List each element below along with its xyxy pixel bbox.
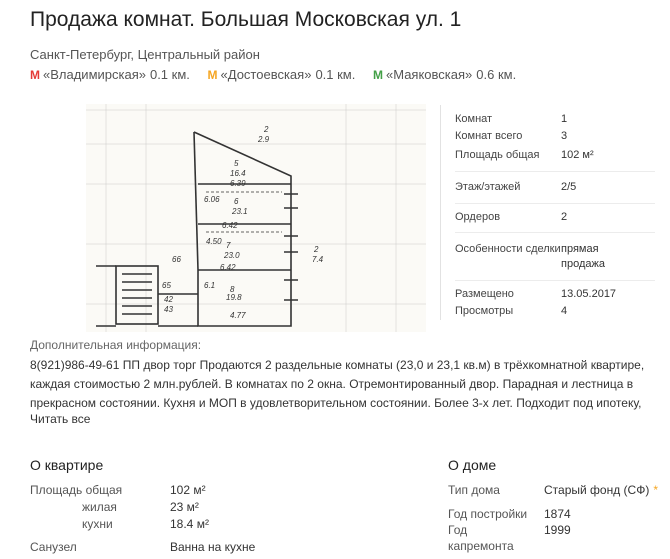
plan-label: 6.42 (220, 263, 236, 272)
location-text: Санкт-Петербург, Центральный район (30, 47, 260, 62)
plan-label: 66 (172, 255, 181, 264)
metro-name: «Маяковская» (385, 67, 473, 82)
plan-label: 6.06 (204, 195, 220, 204)
property-label: Комнат всего (455, 130, 523, 142)
plan-label: 23.0 (224, 251, 240, 260)
metro-item[interactable] (208, 67, 356, 82)
divider (455, 232, 655, 233)
metro-icon: М (372, 68, 383, 82)
description-text: 8(921)986-49-61 ПП двор торг Продаются 2 раздельные комнаты (23,0 и 23,1 кв.м) в трёхкомнатной квартире, каждая стоимостью 2 млн.рублей. В комнатах по 2 окна. Отремонтированный двор. Парадная и лестница в прекрасном состоянии. Кухня и МОП в удовлетворительном состоянии. Более 3-х лет. Подходит под ипотеку, (30, 358, 645, 410)
metro-item[interactable] (373, 67, 516, 82)
plan-label: 7 (226, 241, 231, 250)
plan-label: 2 (264, 125, 269, 134)
building-label: Тип дома (448, 483, 500, 497)
metro-name: «Достоевская» (220, 67, 312, 82)
divider (455, 171, 655, 172)
read-all-link[interactable]: Читать все (30, 412, 91, 426)
plan-label: 6.1 (204, 281, 216, 290)
apartment-value: 23 м² (170, 500, 199, 514)
property-value: 3 (561, 130, 568, 142)
property-label: Размещено (455, 288, 514, 300)
property-value: 102 м² (561, 149, 594, 161)
property-label: Особенности сделки (455, 243, 561, 255)
property-value: 2 (561, 211, 568, 223)
plan-label: 19.8 (226, 293, 242, 302)
building-value: 1874 (544, 507, 571, 521)
divider (455, 280, 655, 281)
apartment-value: 18.4 м² (170, 517, 209, 531)
building-section-title: О доме (448, 457, 497, 473)
property-value: прямая (561, 243, 599, 255)
building-value: Старый фонд (СФ) * (544, 483, 658, 497)
apartment-label: Площадь общая (30, 483, 123, 497)
property-label: Ордеров (455, 211, 501, 223)
plan-label: 5 (234, 159, 239, 168)
property-value: 13.05.2017 (561, 288, 617, 300)
plan-label: 2 (314, 245, 319, 254)
property-value: 2/5 (561, 181, 577, 193)
property-value: 4 (561, 305, 568, 317)
property-value: продажа (561, 258, 605, 270)
plan-label: 8 (230, 285, 235, 294)
apartment-section-title: О квартире (30, 457, 104, 473)
property-label: Площадь общая (455, 149, 540, 161)
plan-label: 43 (164, 305, 173, 314)
metro-distance: 0.1 км. (149, 67, 190, 82)
metro-distance: 0.6 км. (476, 67, 517, 82)
floor-plan-image[interactable] (86, 104, 426, 332)
plan-label: 2.9 (258, 135, 270, 144)
property-panel (440, 105, 656, 320)
plan-label: 65 (162, 281, 171, 290)
metro-list (30, 67, 530, 82)
building-label: капремонта (448, 539, 514, 553)
building-label: Год постройки (448, 507, 528, 521)
property-label: Этаж/этажей (455, 181, 521, 193)
property-label: Комнат (455, 113, 493, 125)
plan-label: 4.77 (230, 311, 246, 320)
metro-icon: М (30, 68, 40, 82)
building-value: 1999 (544, 523, 571, 537)
building-label: Год (448, 523, 468, 537)
metro-item[interactable] (30, 67, 190, 82)
plan-label: 23.1 (232, 207, 248, 216)
plan-label: 7.4 (312, 255, 324, 264)
additional-info-heading: Дополнительная информация: (30, 338, 202, 352)
info-star-icon[interactable]: * (653, 483, 658, 497)
divider (455, 203, 655, 204)
plan-label: 16.4 (230, 169, 246, 178)
plan-label: 4.50 (206, 237, 222, 246)
metro-distance: 0.1 км. (315, 67, 356, 82)
metro-name: «Владимирская» (43, 67, 146, 82)
apartment-label: жилая (82, 500, 117, 514)
plan-label: 6.42 (222, 221, 238, 230)
apartment-label: Санузел (30, 540, 77, 554)
apartment-value: 102 м² (170, 483, 206, 497)
page-title: Продажа комнат. Большая Московская ул. 1 (30, 8, 462, 31)
apartment-label: кухни (82, 517, 113, 531)
plan-label: 42 (164, 295, 173, 304)
apartment-value: Ванна на кухне (170, 540, 256, 554)
floor-plan-svg (86, 104, 426, 332)
plan-label: 6.39 (230, 179, 246, 188)
plan-label: 6 (234, 197, 239, 206)
property-label: Просмотры (455, 305, 514, 317)
metro-icon: М (207, 68, 218, 82)
property-value: 1 (561, 113, 568, 125)
